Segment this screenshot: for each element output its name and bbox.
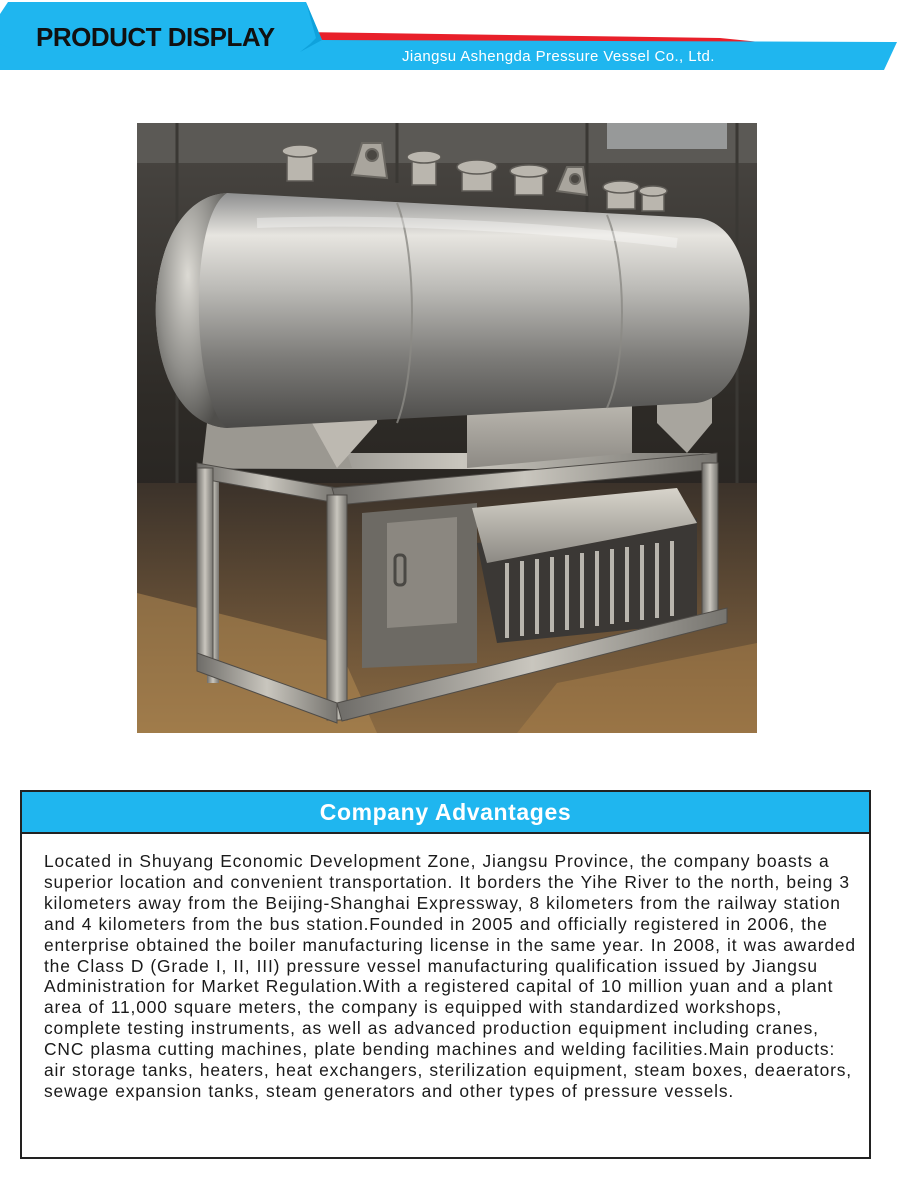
company-name: Jiangsu Ashengda Pressure Vessel Co., Ltd. [402, 48, 715, 65]
header-banner [0, 0, 897, 80]
advantages-text: Located in Shuyang Economic Development Zone, Jiangsu Province, the company boasts a superior location and convenient transportation. It borders the Yihe River to the north, being 3 kilometers away from the Beijing-Shanghai Expressway, 8 kilometers from the railway station and 4 kilometers from the bus station.Founded in 2005 and officially registered in 2006, the enterprise obtained the boiler manufacturing license in the same year. In 2008, it was awarded the Class D (Grade I, II, III) pressure vessel manufacturing qualification issued by Jiangsu Administration for Market Regulation.With a registered capital of 10 million yuan and a plant area of 11,000 square meters, the company is equipped with standardized workshops, complete testing instruments, as well as advanced production equipment including cranes, CNC plasma cutting machines, plate bending machines and welding facilities.Main products: air storage tanks, heaters, heat exchangers, sterilization equipment, steam boxes, deaerators, sewage expansion tanks, steam generators and other types of pressure vessels. [44, 851, 856, 1101]
panel-header [22, 792, 869, 834]
pressure-vessel-illustration [137, 123, 757, 733]
product-photo [137, 123, 757, 733]
company-advantages-panel [20, 790, 871, 1159]
panel-title: Company Advantages [319, 799, 572, 825]
banner-title: PRODUCT DISPLAY [36, 22, 275, 52]
